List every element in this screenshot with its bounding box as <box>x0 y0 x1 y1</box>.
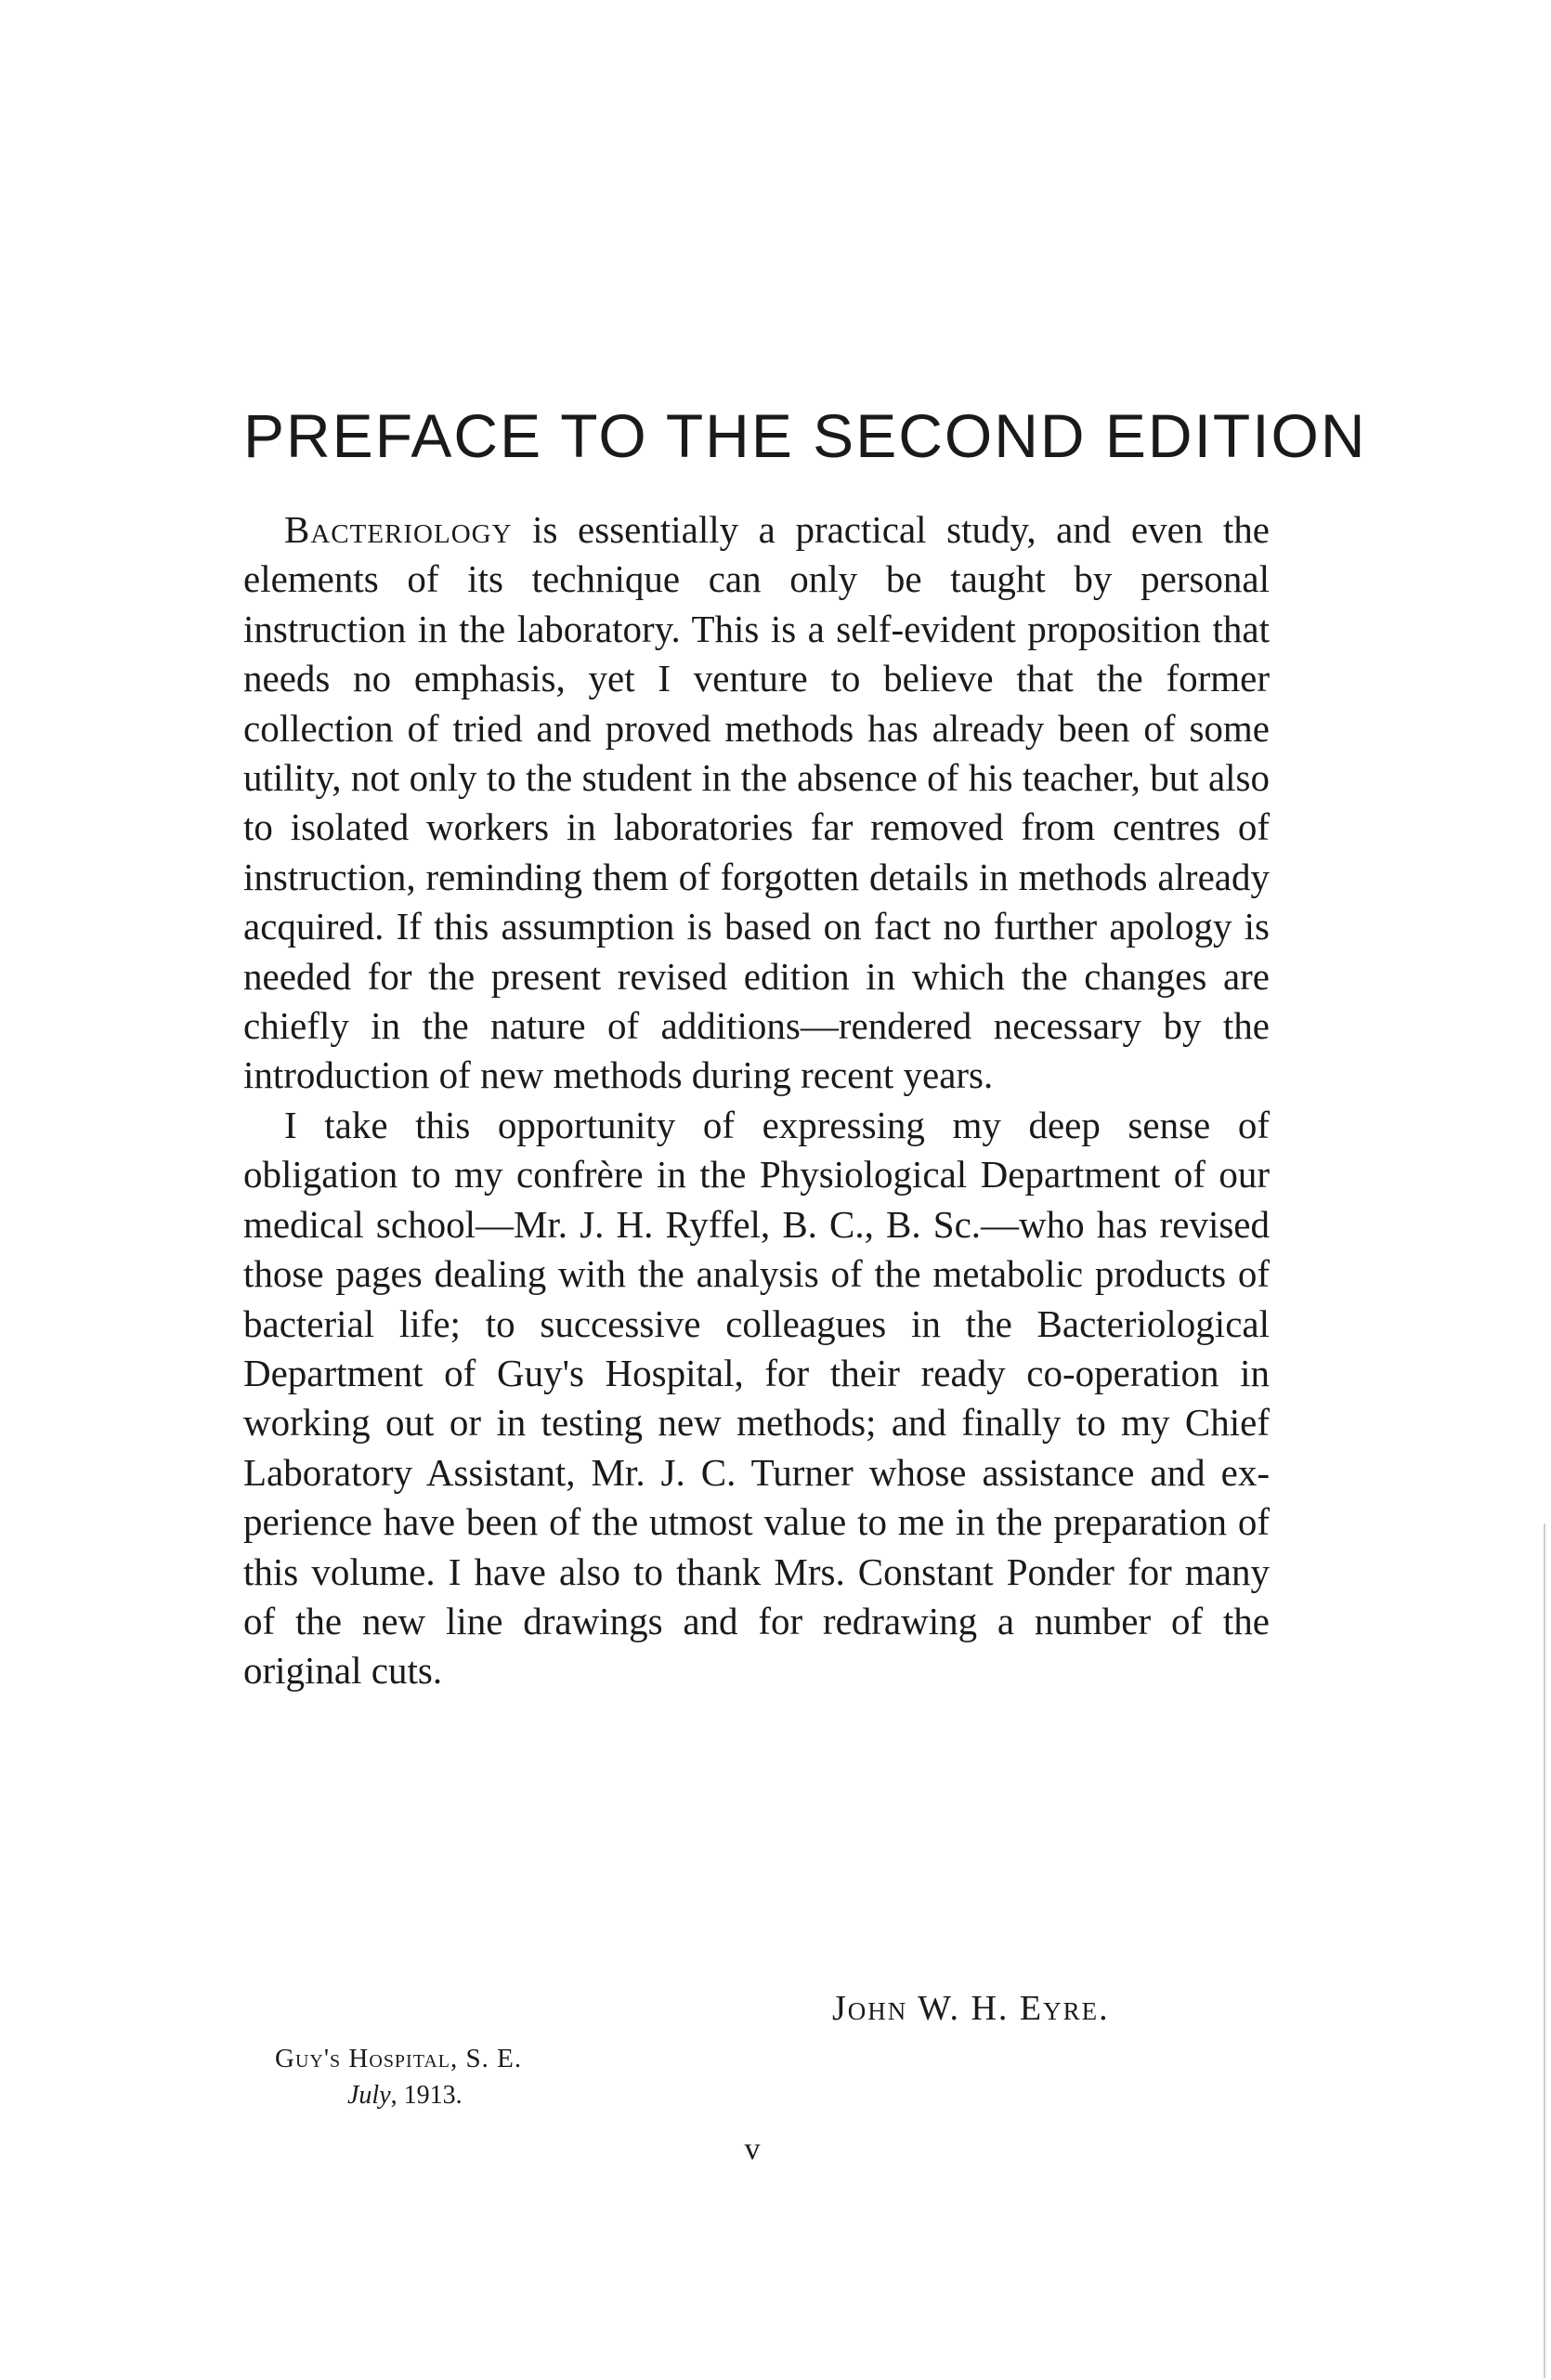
author-signature: John W. H. Eyre. <box>832 1989 1110 2028</box>
paragraph-1-text: is essentially a practical study, and even the elements of its technique can only be taught by personal instruction in the laboratory. This is a self-evident proposition that needs no emphasis, yet I venture to believe that the former collection of tried and proved methods has already been of some utility, not only to the student in the absence of his teacher, but also to isolated workers in laboratories far removed from centres of instruction, reminding them of forgotten details in methods already acquired. If this assumption is based on fact no further apology is needed for the present revised edition in which the changes are chiefly in the nature of additions—rendered necessary by the introduction of new methods during recent years. <box>243 508 1270 1097</box>
page-title: PREFACE TO THE SECOND EDITION <box>243 401 1367 470</box>
paragraph-2-text: I take this opportunity of expressing my deep sense of obligation to my confrère in the Physiological Department of our medical school—Mr. J. H. Ryffel, B. C., B. Sc.—who has revised those pages dealing with the analysis of the metabolic products of bacterial life; to successive colleagues in the Bacteriological Department of Guy's Hospital, for their ready co-operation in working out or in testing new methods; and finally to my Chief Laboratory Assistant, Mr. J. C. Turner whose assistance and experience have been of the utmost value to me in the preparation of this volume. I have also to thank Mrs. Constant Ponder for many of the new line drawings and for redrawing a number of the original cuts. <box>243 1103 1270 1693</box>
date-month: July <box>347 2081 391 2110</box>
scan-edge-line <box>1544 1523 1545 2378</box>
paragraph-1 <box>243 505 1270 1101</box>
date-line <box>347 2081 463 2111</box>
preface-body <box>243 505 1270 1696</box>
page-number: v <box>744 2132 761 2166</box>
paragraph-2 <box>243 1101 1270 1696</box>
lead-word: Bacteriology <box>284 508 513 551</box>
place-line: Guy's Hospital, S. E. <box>275 2044 523 2073</box>
date-year: , 1913. <box>390 2081 463 2110</box>
